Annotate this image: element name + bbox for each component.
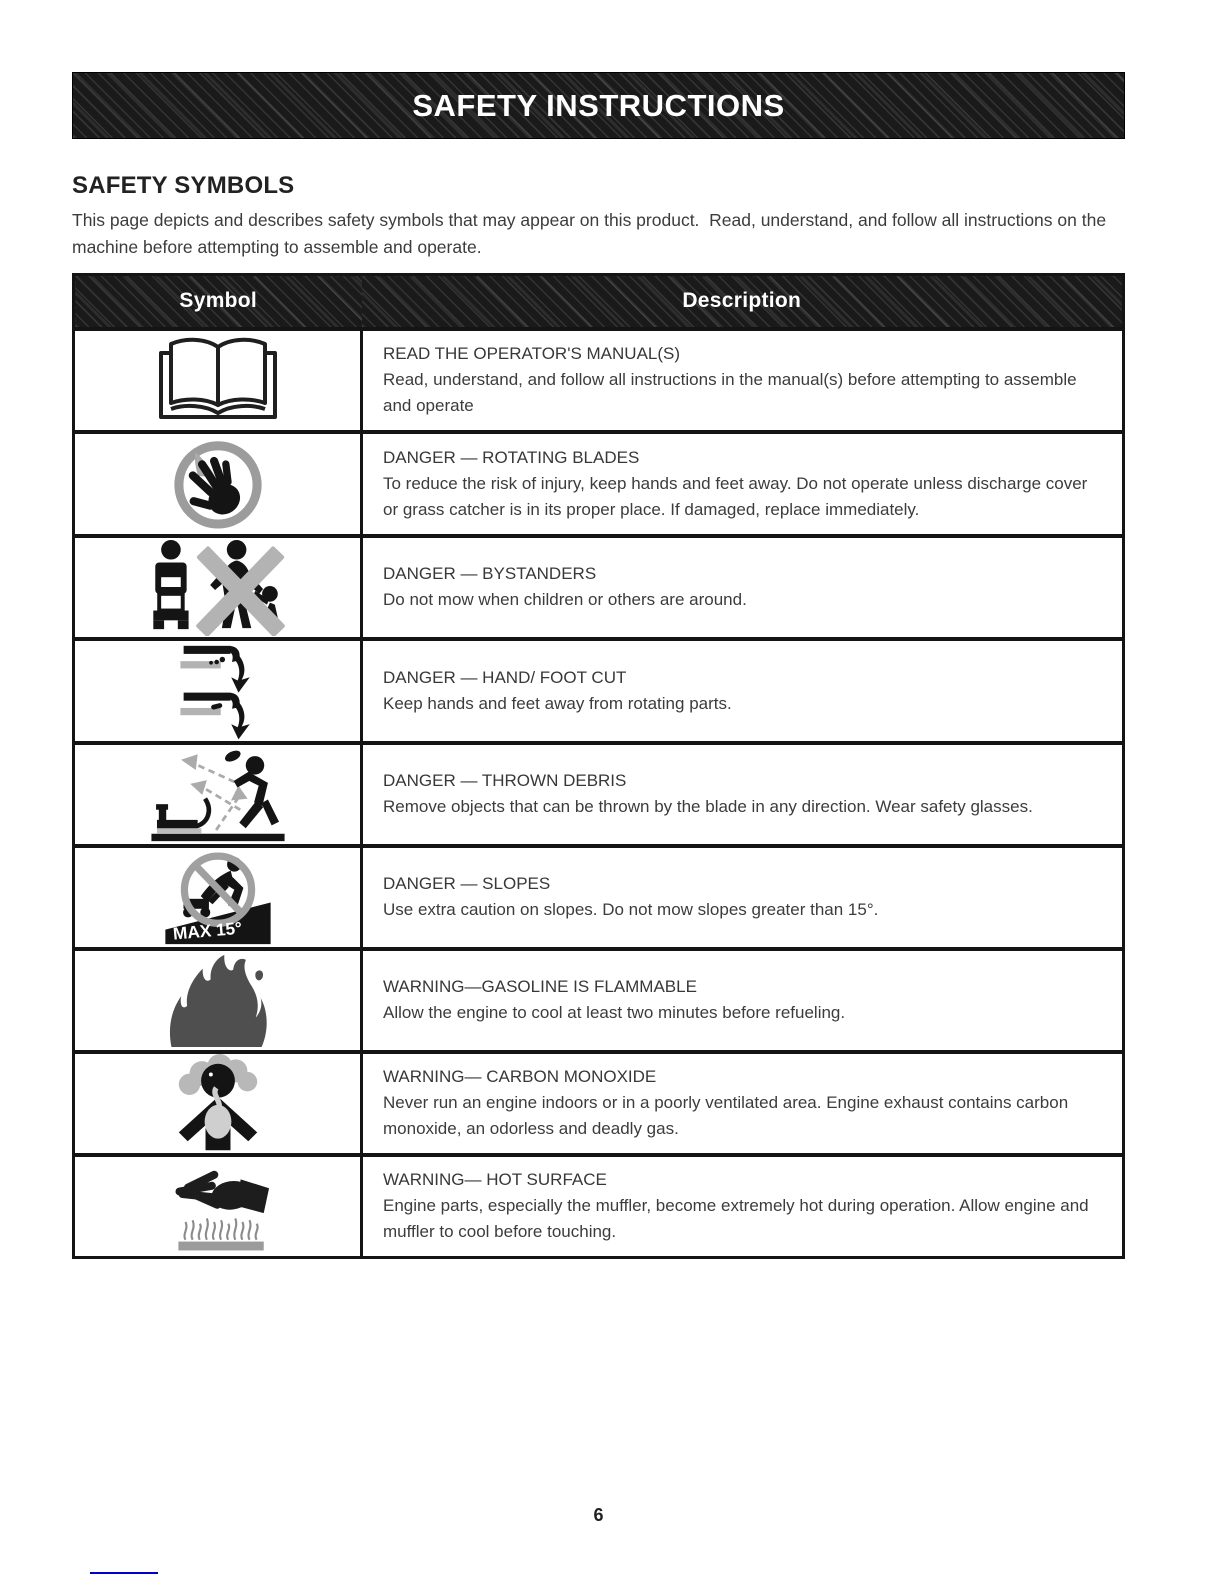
row-title: DANGER — BYSTANDERS: [383, 564, 597, 583]
row-description: Never run an engine indoors or in a poorly ventilated area. Engine exhaust contains carbon monoxide, an odorless and deadly gas.: [383, 1093, 1069, 1138]
row-title: DANGER — HAND/ FOOT CUT: [383, 667, 627, 687]
row-title: DANGER — ROTATING BLADES: [383, 447, 640, 467]
row-title: DANGER — THROWN DEBRIS: [383, 771, 627, 790]
hand-foot-cut-icon: [160, 641, 275, 741]
banner-title: SAFETY INSTRUCTIONS: [412, 87, 785, 123]
row-title: READ THE OPERATOR'S MANUAL(S): [383, 344, 681, 363]
thrown-debris-icon: [138, 745, 298, 843]
row-description: Read, understand, and follow all instructions in the manual(s) before attempting to assemble and operate: [383, 370, 1077, 415]
table-row: [74, 1052, 1124, 1155]
column-header-symbol: Symbol: [74, 275, 362, 329]
manual-page: [72, 0, 1125, 1259]
carbon-monoxide-icon: [158, 1054, 278, 1152]
slopes-icon: [152, 848, 284, 946]
section-title: SAFETY SYMBOLS: [72, 172, 295, 199]
row-description: Remove objects that can be thrown by the blade in any direction. Wear safety glasses.: [383, 797, 1033, 816]
table-row: [74, 639, 1124, 743]
table-row: [74, 432, 1124, 536]
row-title: WARNING—GASOLINE IS FLAMMABLE: [383, 977, 697, 996]
flammable-icon: [150, 951, 285, 1049]
table-header-row: [74, 275, 1124, 329]
row-description: Allow the engine to cool at least two minutes before refueling.: [383, 1003, 846, 1022]
footer-underline: [90, 1572, 158, 1574]
table-row: [74, 949, 1124, 1052]
rotating-blades-icon: [168, 434, 268, 534]
operators-manual-icon: [143, 333, 293, 428]
table-row: [74, 743, 1124, 846]
page-number: 6: [593, 1505, 604, 1525]
row-description: Use extra caution on slopes. Do not mow slopes greater than 15°.: [383, 900, 879, 919]
table-row: [74, 329, 1124, 432]
bystanders-icon: [140, 538, 295, 636]
hot-surface-icon: [150, 1158, 285, 1254]
row-title: WARNING— HOT SURFACE: [383, 1170, 607, 1190]
safety-instructions-banner: [72, 72, 1125, 139]
max-slope-label: MAX 15°: [171, 917, 243, 944]
column-header-description: Description: [362, 275, 1124, 329]
row-description: Do not mow when children or others are around.: [383, 590, 747, 609]
table-row: [74, 536, 1124, 639]
table-row: [74, 846, 1124, 949]
safety-symbols-table: [72, 273, 1125, 1259]
row-description: Engine parts, especially the muffler, become extremely hot during operation. Allow engine and muffler to cool before touching.: [383, 1196, 1089, 1242]
row-description: Keep hands and feet away from rotating parts.: [383, 693, 732, 713]
intro-text: This page depicts and describes safety symbols that may appear on this product. Read, understand, and follow all instructions on the machine before attempting to assemble and operate.: [72, 210, 1111, 257]
row-title: WARNING— CARBON MONOXIDE: [383, 1067, 657, 1086]
row-description: To reduce the risk of injury, keep hands and feet away. Do not operate unless discharge cover or grass catcher is in its proper place. If damaged, replace immediately.: [383, 473, 1088, 519]
row-title: DANGER — SLOPES: [383, 874, 551, 893]
table-row: [74, 1155, 1124, 1258]
